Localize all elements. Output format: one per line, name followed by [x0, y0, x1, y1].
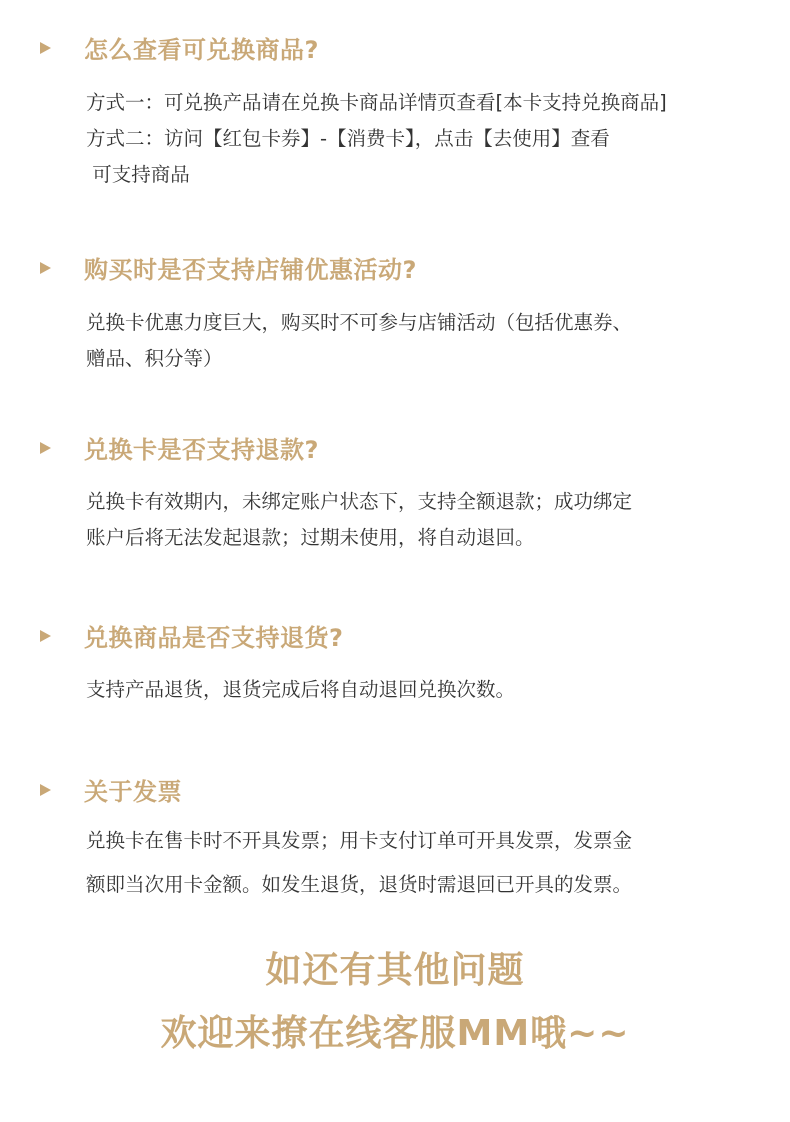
triangle-right-icon — [40, 784, 51, 796]
triangle-right-icon — [40, 630, 51, 642]
faq-answer-line: 兑换卡在售卡时不开具发票；用卡支付订单可开具发票，发票金 — [86, 829, 633, 852]
faq-question: 关于发票 — [84, 778, 182, 806]
faq-answer-line: 方式二：访问【红包卡券】-【消费卡】，点击【去使用】查看 — [86, 127, 610, 150]
faq-answer-line: 额即当次用卡金额。如发生退货，退货时需退回已开具的发票。 — [86, 873, 633, 896]
faq-answer-line: 可支持商品 — [86, 163, 190, 186]
triangle-right-icon — [40, 262, 51, 274]
faq-answer — [86, 484, 736, 556]
faq-question: 怎么查看可兑换商品? — [84, 36, 319, 64]
faq-answer — [86, 85, 736, 193]
faq-answer-line: 赠品、积分等） — [86, 347, 223, 370]
faq-answer-line: 兑换卡优惠力度巨大，购买时不可参与店铺活动（包括优惠券、 — [86, 311, 633, 334]
faq-answer — [86, 823, 736, 903]
faq-answer — [86, 305, 736, 377]
triangle-right-icon — [40, 42, 51, 54]
faq-answer-line: 账户后将无法发起退款；过期未使用，将自动退回。 — [86, 526, 535, 549]
faq-question: 兑换商品是否支持退货? — [84, 624, 344, 652]
triangle-right-icon — [40, 442, 51, 454]
faq-answer-line: 兑换卡有效期内，未绑定账户状态下，支持全额退款；成功绑定 — [86, 490, 633, 513]
faq-answer-line: 方式一：可兑换产品请在兑换卡商品详情页查看[本卡支持兑换商品] — [86, 91, 667, 114]
faq-answer-line: 支持产品退货，退货完成后将自动退回兑换次数。 — [86, 678, 516, 701]
faq-question: 兑换卡是否支持退款? — [84, 436, 319, 464]
faq-question: 购买时是否支持店铺优惠活动? — [84, 256, 417, 284]
closing-line-1: 如还有其他问题 — [265, 950, 525, 991]
faq-answer — [86, 672, 736, 708]
closing-line-2: 欢迎来撩在线客服MM哦~~ — [160, 1013, 630, 1054]
